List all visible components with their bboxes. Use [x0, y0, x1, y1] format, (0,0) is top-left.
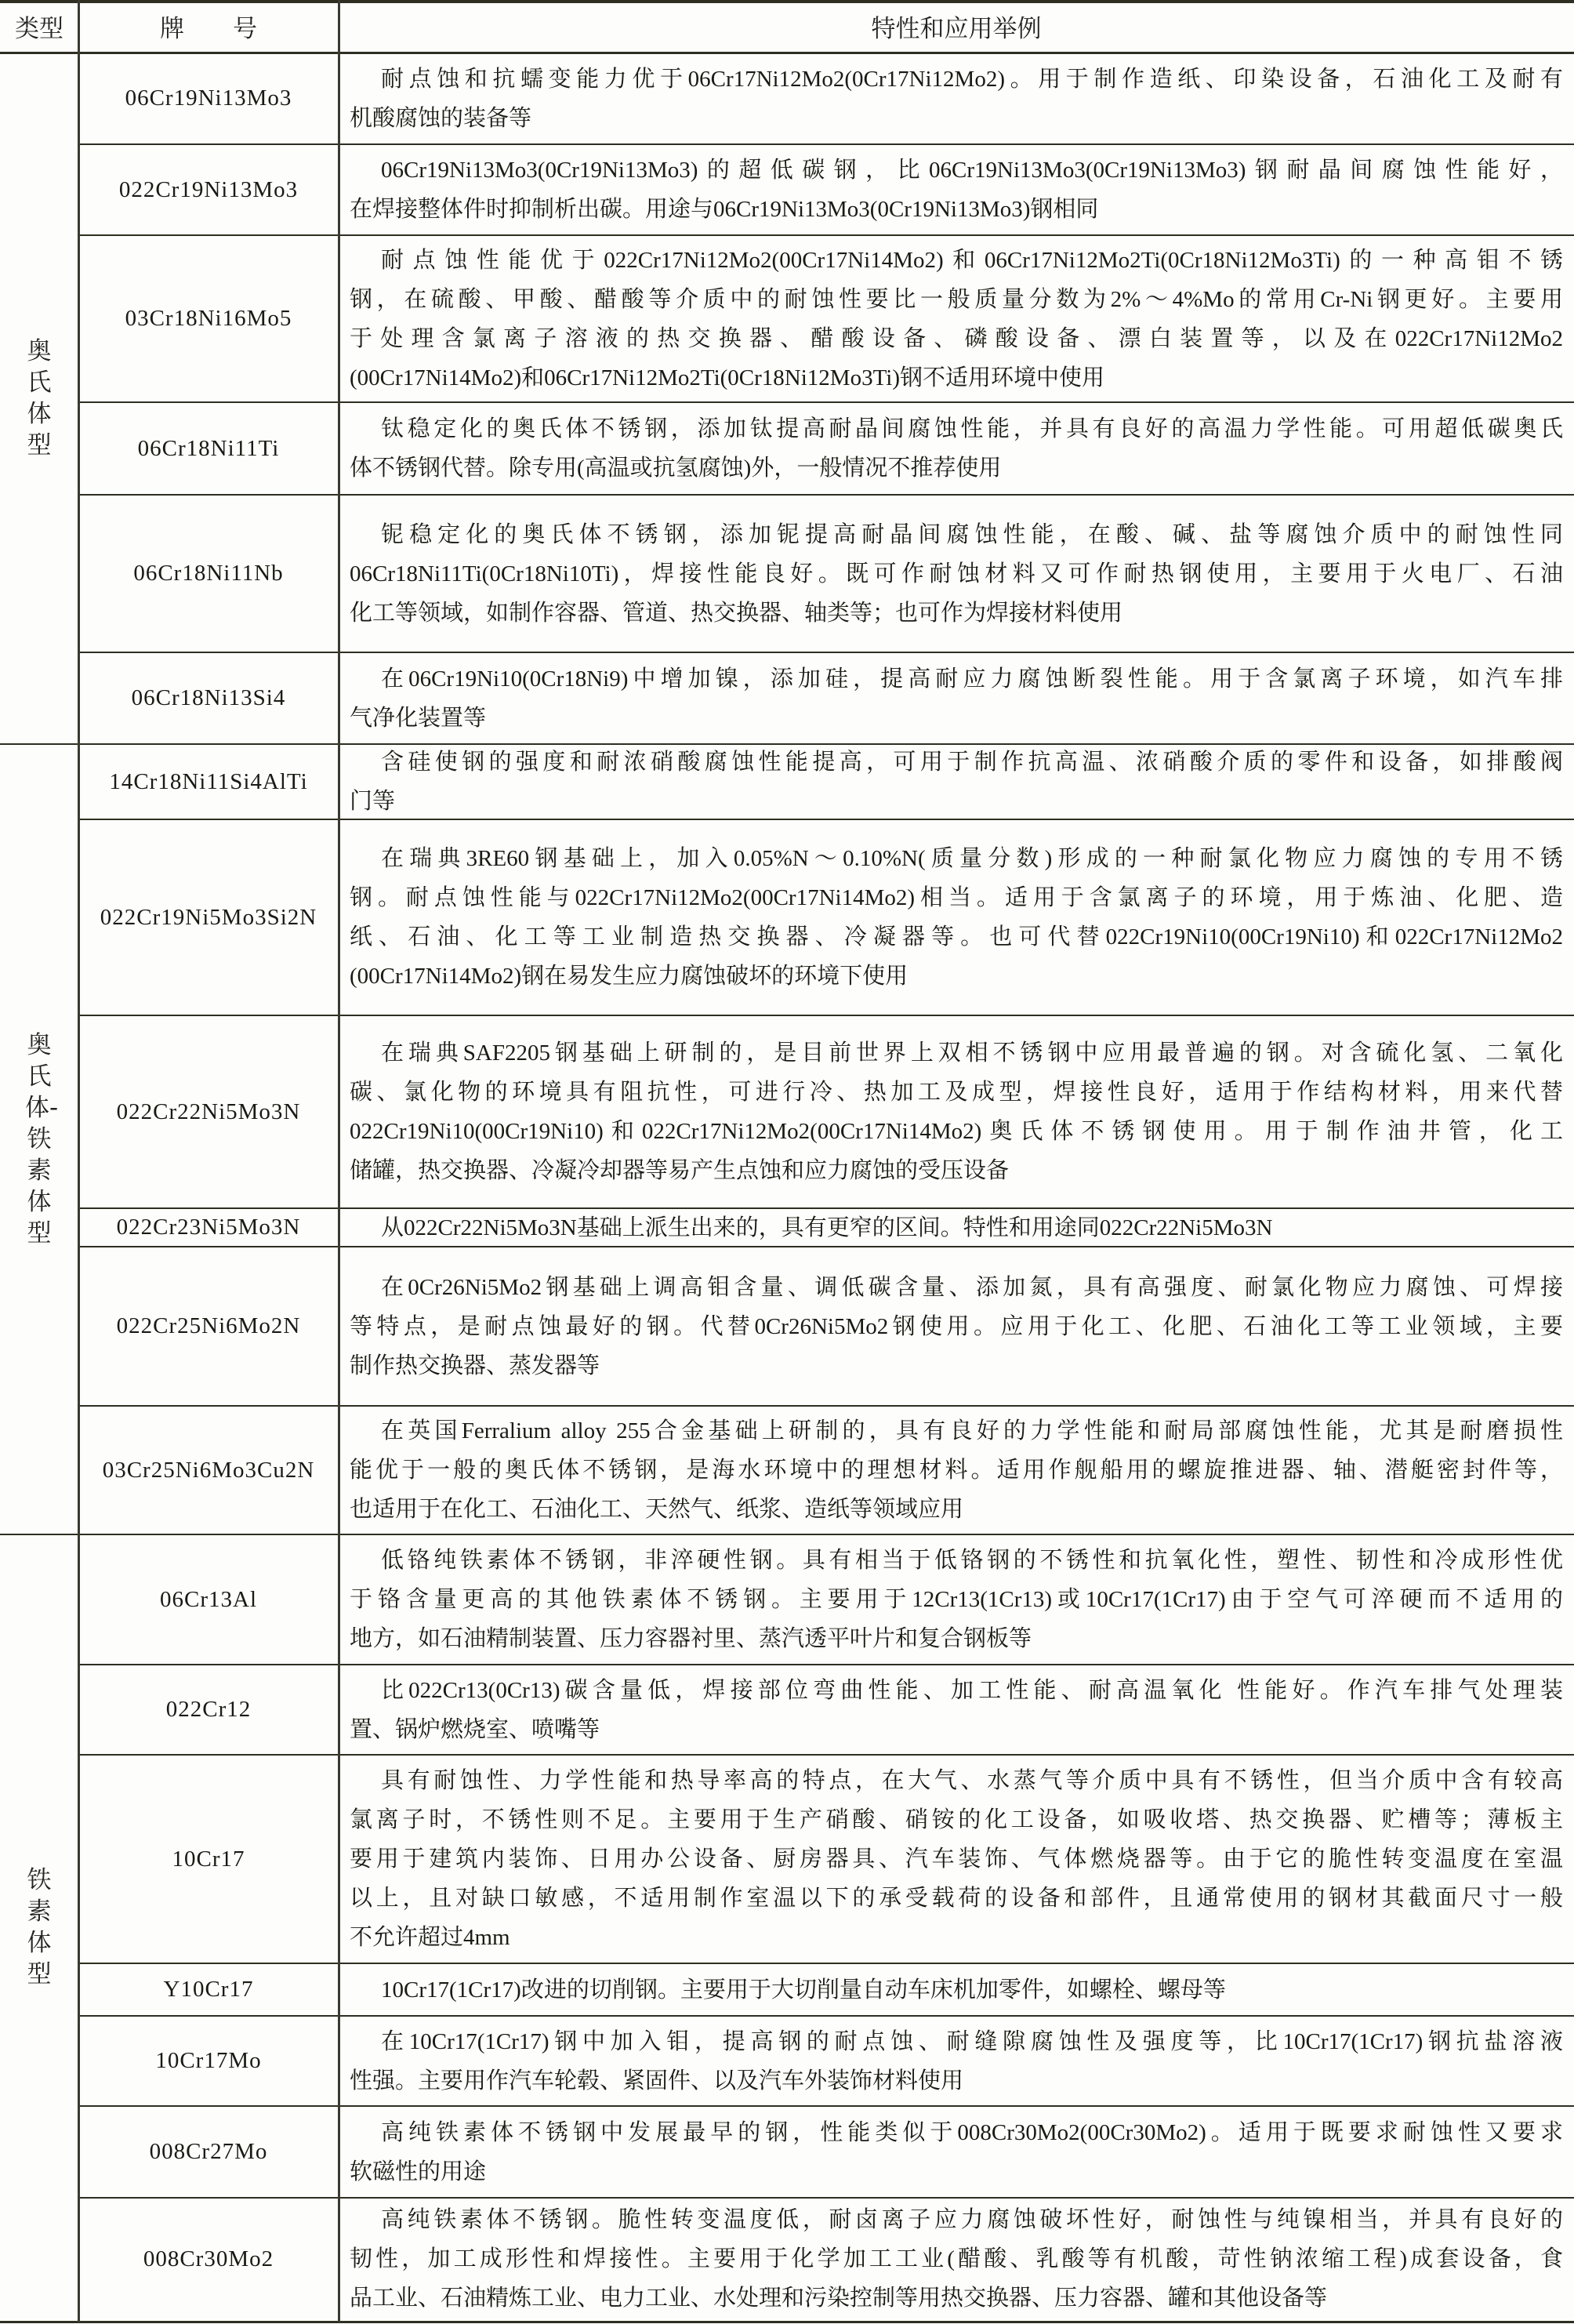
text-line: 门等 [350, 789, 396, 814]
characteristics-cell [339, 1755, 1574, 1963]
row-divider [78, 1207, 1574, 1209]
text-line: 铌稳定化的奥氏体不锈钢，添加铌提高耐晶间腐蚀性能，在酸、碱、盐等腐蚀介质中的耐蚀性同 [381, 521, 1563, 547]
text-line: 从022Cr22Ni5Mo3N基础上派生出来的，具有更窄的区间。特性和用途同022Cr22Ni5Mo3N [381, 1215, 1273, 1240]
group-type-cell [0, 744, 78, 1534]
header-grade: 牌 号 [160, 15, 257, 43]
group-type-label: 铁素体型 [27, 1866, 52, 1988]
text-line: 要用于建筑内装饰、日用办公设备、厨房器具、汽车装饰、气体燃烧器等。由于它的脆性转变温度在室温 [350, 1846, 1563, 1872]
grade-cell: 06Cr18Ni13Si4 [131, 685, 286, 710]
text-line: 于处理含氯离子溶液的热交换器、醋酸设备、磷酸设备、漂白装置等，以及在022Cr17Ni12Mo2 [350, 325, 1563, 351]
characteristics-text [350, 2200, 1563, 2318]
text-line: 在英国Ferralium alloy 255合金基础上研制的，具有良好的力学性能和耐局部腐蚀性能，尤其是耐磨损性 [381, 1418, 1563, 1443]
characteristics-cell [339, 652, 1574, 744]
row-divider [78, 401, 1574, 403]
grade-cell: 022Cr25Ni6Mo2N [116, 1313, 301, 1338]
row-divider [78, 2197, 1574, 2199]
row-divider [78, 1963, 1574, 1964]
text-line: 在10Cr17(1Cr17)钢中加入钼，提高钢的耐点蚀、耐缝隙腐蚀性及强度等，比10Cr17(1Cr17)钢抗盐溶液 [381, 2028, 1563, 2054]
text-line: 机酸腐蚀的装备等 [350, 105, 532, 131]
grade-cell: 06Cr19Ni13Mo3 [125, 85, 292, 111]
characteristics-text [350, 1268, 1563, 1385]
text-line: 置、锅炉燃烧室、喷嘴等 [350, 1716, 600, 1742]
row-divider [0, 2321, 1574, 2323]
text-line: 比022Cr13(0Cr13)碳含量低，焊接部位弯曲性能、加工性能、耐高温氧化 性能好。作汽车排气处理装 [381, 1677, 1563, 1703]
text-line: 在瑞典SAF2205钢基础上研制的，是目前世界上双相不锈钢中应用最普遍的钢。对含硫化氢、二氧化 [381, 1040, 1563, 1066]
group-type-cell [0, 53, 78, 744]
row-divider [78, 143, 1574, 145]
grade-cell: Y10Cr17 [163, 1977, 254, 2002]
grade-cell: 06Cr13Al [160, 1586, 257, 1612]
text-line: 低铬纯铁素体不锈钢，非淬硬性钢。具有相当于低铬钢的不锈性和抗氧化性，塑性、韧性和冷成形性优 [381, 1548, 1563, 1573]
text-line: 氯离子时，不锈性则不足。主要用于生产硝酸、硝铵的化工设备，如吸收塔、热交换器、贮槽等；薄板主 [350, 1807, 1563, 1832]
characteristics-text [350, 1033, 1563, 1190]
text-line: 气净化装置等 [350, 705, 487, 731]
text-line: 高纯铁素体不锈钢中发展最早的钢，性能类似于008Cr30Mo2(00Cr30Mo2)。适用于既要求耐蚀性又要求 [381, 2119, 1563, 2145]
text-line: 具有耐蚀性、力学性能和热导率高的特点，在大气、水蒸气等介质中具有不锈性，但当介质中含有较高 [381, 1768, 1563, 1793]
characteristics-text [350, 743, 1563, 821]
characteristics-cell [339, 2106, 1574, 2198]
grade-cell: 022Cr19Ni13Mo3 [118, 176, 299, 202]
text-line: (00Cr17Ni14Mo2)和06Cr17Ni12Mo2Ti(0Cr18Ni12Mo3Ti)钢不适用环境中使用 [350, 365, 1104, 390]
text-line: 在0Cr26Ni5Mo2钢基础上调高钼含量、调低碳含量、添加氮，具有高强度、耐氯化物应力腐蚀、可焊接 [381, 1274, 1563, 1300]
text-line: 制作热交换器、蒸发器等 [350, 1353, 600, 1378]
text-line: 等特点，是耐点蚀最好的钢。代替0Cr26Ni5Mo2钢使用。应用于化工、化肥、石油化工等工业领域，主要 [350, 1313, 1563, 1339]
text-line: 性强。主要用作汽车轮毂、紧固件、以及汽车外装饰材料使用 [350, 2068, 964, 2093]
characteristics-text [350, 409, 1563, 488]
row-divider [78, 2015, 1574, 2017]
characteristics-text [350, 1208, 1563, 1247]
characteristics-text [350, 2022, 1563, 2101]
characteristics-text [350, 1671, 1563, 1749]
row-divider [0, 1534, 1574, 1535]
characteristics-text [350, 1411, 1563, 1529]
characteristics-cell [339, 1665, 1574, 1755]
characteristics-text [350, 2113, 1563, 2191]
text-line: 地方，如石油精制装置、压力容器衬里、蒸汽透平叶片和复合钢板等 [350, 1626, 1032, 1651]
grade-cell: 008Cr27Mo [149, 2139, 268, 2164]
text-line: 耐点蚀和抗蠕变能力优于06Cr17Ni12Mo2(0Cr17Ni12Mo2)。用于制作造纸、印染设备，石油化工及耐有 [381, 66, 1563, 92]
row-divider [78, 494, 1574, 496]
grade-cell: 022Cr19Ni5Mo3Si2N [100, 904, 317, 930]
text-line: 在06Cr19Ni10(0Cr18Ni9)中增加镍，添加硅，提高耐应力腐蚀断裂性能。用于含氯离子环境，如汽车排 [381, 666, 1563, 692]
characteristics-text [350, 1541, 1563, 1658]
text-line: 022Cr19Ni10(00Cr19Ni10)和022Cr17Ni12Mo2(00Cr17Ni14Mo2)奥氏体不锈钢使用。用于制作油井管，化工 [350, 1119, 1563, 1144]
row-divider [78, 819, 1574, 820]
text-line: 化工等领域，如制作容器、管道、热交换器、轴类等；也可作为焊接材料使用 [350, 600, 1123, 626]
text-line: 06Cr19Ni13Mo3(0Cr19Ni13Mo3)的超低碳钢，比06Cr19Ni13Mo3(0Cr19Ni13Mo3)钢耐晶间腐蚀性能好， [381, 158, 1563, 183]
text-line: 体不锈钢代替。除专用(高温或抗氢腐蚀)外，一般情况不推荐使用 [350, 456, 1002, 481]
grade-cell: 14Cr18Ni11Si4AlTi [109, 768, 308, 794]
column-divider [78, 0, 80, 2322]
characteristics-cell [339, 744, 1574, 819]
grade-cell: 022Cr22Ni5Mo3N [116, 1098, 301, 1124]
characteristics-cell [339, 1208, 1574, 1247]
group-type-label: 奥氏体-铁素体型 [25, 1031, 59, 1247]
text-line: 能优于一般的奥氏体不锈钢，是海水环境中的理想材料。适用作舰船用的螺旋推进器、轴、潜艇密封件等， [350, 1458, 1563, 1483]
characteristics-cell [339, 2198, 1574, 2320]
grade-cell: 008Cr30Mo2 [143, 2246, 274, 2271]
grade-cell: 022Cr12 [165, 1697, 252, 1722]
text-line: 纸、石油、化工等工业制造热交换器、冷凝器等。也可代替022Cr19Ni10(00Cr19Ni10)和022Cr17Ni12Mo2 [350, 924, 1563, 950]
row-divider [78, 234, 1574, 236]
row-divider [78, 652, 1574, 653]
characteristics-text [350, 241, 1563, 398]
characteristics-text [350, 1761, 1563, 1957]
row-divider [78, 1246, 1574, 1247]
group-type-label: 奥氏体型 [27, 337, 52, 459]
row-divider [78, 1405, 1574, 1407]
characteristics-text [350, 151, 1563, 229]
characteristics-text [350, 60, 1563, 138]
text-line: 不允许超过4mm [350, 1925, 510, 1950]
text-line: 06Cr18Ni11Ti(0Cr18Ni10Ti)，焊接性能良好。既可作耐蚀材料又可作耐热钢使用，主要用于火电厂、石油 [350, 561, 1563, 586]
characteristics-cell [339, 819, 1574, 1015]
text-line: 品工业、石油精炼工业、电力工业、水处理和污染控制等用热交换器、压力容器、罐和其他设备等 [350, 2286, 1328, 2311]
characteristics-cell [339, 1534, 1574, 1665]
text-line: 10Cr17(1Cr17)改进的切削钢。主要用于大切削量自动车床机加零件，如螺栓、螺母等 [381, 1977, 1226, 2003]
text-line: 在焊接整体件时抑制析出碳。用途与06Cr19Ni13Mo3(0Cr19Ni13Mo3)钢相同 [350, 197, 1099, 222]
text-line: 高纯铁素体不锈钢。脆性转变温度低，耐卤离子应力腐蚀破坏性好，耐蚀性与纯镍相当，并具有良好的 [381, 2207, 1563, 2232]
text-line: 也适用于在化工、石油化工、天然气、纸浆、造纸等领域应用 [350, 1497, 964, 1522]
characteristics-cell [339, 1406, 1574, 1534]
text-line: 钢，在硫酸、甲酸、醋酸等介质中的耐蚀性要比一般质量分数为2%～4%Mo的常用Cr-Ni钢更好。主要用 [350, 286, 1563, 312]
grade-cell: 10Cr17Mo [155, 2048, 262, 2073]
characteristics-cell [339, 235, 1574, 402]
text-line: 钛稳定化的奥氏体不锈钢，添加钛提高耐晶间腐蚀性能，并具有良好的高温力学性能。可用超低碳奥氏 [381, 416, 1563, 441]
text-line: 于铬含量更高的其他铁素体不锈钢。主要用于12Cr13(1Cr13)或10Cr17(1Cr17)由于空气可淬硬而不适用的 [350, 1587, 1563, 1612]
text-line: 含硅使钢的强度和耐浓硝酸腐蚀性能提高，可用于制作抗高温、浓硝酸介质的零件和设备，如排酸阀 [381, 750, 1563, 775]
characteristics-cell [339, 402, 1574, 495]
text-line: 储罐，热交换器、冷凝冷却器等易产生点蚀和应力腐蚀的受压设备 [350, 1158, 1010, 1183]
characteristics-text [350, 1970, 1563, 2010]
grade-cell: 03Cr25Ni6Mo3Cu2N [102, 1457, 315, 1483]
text-line: (00Cr17Ni14Mo2)钢在易发生应力腐蚀破坏的环境下使用 [350, 964, 908, 989]
text-line: 韧性，加工成形性和焊接性。主要用于化学加工工业(醋酸、乳酸等有机酸，苛性钠浓缩工程)成套设备，食 [350, 2246, 1563, 2271]
characteristics-text [350, 659, 1563, 738]
header-type: 类型 [15, 15, 63, 43]
characteristics-cell [339, 1963, 1574, 2016]
text-line: 碳、氯化物的环境具有阻抗性，可进行冷、热加工及成型，焊接性良好，适用于作结构材料，用来代替 [350, 1080, 1563, 1105]
characteristics-cell [339, 1247, 1574, 1406]
header-characteristics: 特性和应用举例 [871, 15, 1042, 43]
characteristics-text [350, 515, 1563, 633]
text-line: 耐点蚀性能优于022Cr17Ni12Mo2(00Cr17Ni14Mo2)和06Cr17Ni12Mo2Ti(0Cr18Ni12Mo3Ti)的一种高钼不锈 [381, 247, 1563, 273]
characteristics-cell [339, 495, 1574, 652]
text-line: 钢。耐点蚀性能与022Cr17Ni12Mo2(00Cr17Ni14Mo2)相当。适用于含氯离子的环境，用于炼油、化肥、造 [350, 885, 1563, 910]
grade-cell: 10Cr17 [172, 1846, 245, 1872]
row-divider [0, 52, 1574, 54]
grade-cell: 022Cr23Ni5Mo3N [116, 1215, 301, 1240]
group-type-cell [0, 1534, 78, 2320]
text-line: 在瑞典3RE60钢基础上，加入0.05%N～0.10%N(质量分数)形成的一种耐氯化物应力腐蚀的专用不锈 [381, 846, 1563, 871]
row-divider [78, 1015, 1574, 1016]
text-line: 软磁性的用途 [350, 2159, 487, 2184]
text-line: 以上，且对缺口敏感，不适用制作室温以下的承受载荷的设备和部件，且通常使用的钢材其截面尺寸一般 [350, 1886, 1563, 1911]
grade-cell: 06Cr18Ni11Nb [133, 561, 284, 586]
grade-cell: 03Cr18Ni16Mo5 [125, 306, 292, 331]
characteristics-cell [339, 2016, 1574, 2106]
row-divider [0, 0, 1574, 3]
row-divider [78, 2105, 1574, 2107]
column-divider [338, 0, 340, 2322]
characteristics-cell [339, 1015, 1574, 1208]
characteristics-cell [339, 144, 1574, 235]
characteristics-cell [339, 53, 1574, 144]
row-divider [0, 743, 1574, 745]
grade-cell: 06Cr18Ni11Ti [137, 435, 280, 461]
row-divider [78, 1754, 1574, 1756]
characteristics-text [350, 839, 1563, 996]
row-divider [78, 1664, 1574, 1665]
